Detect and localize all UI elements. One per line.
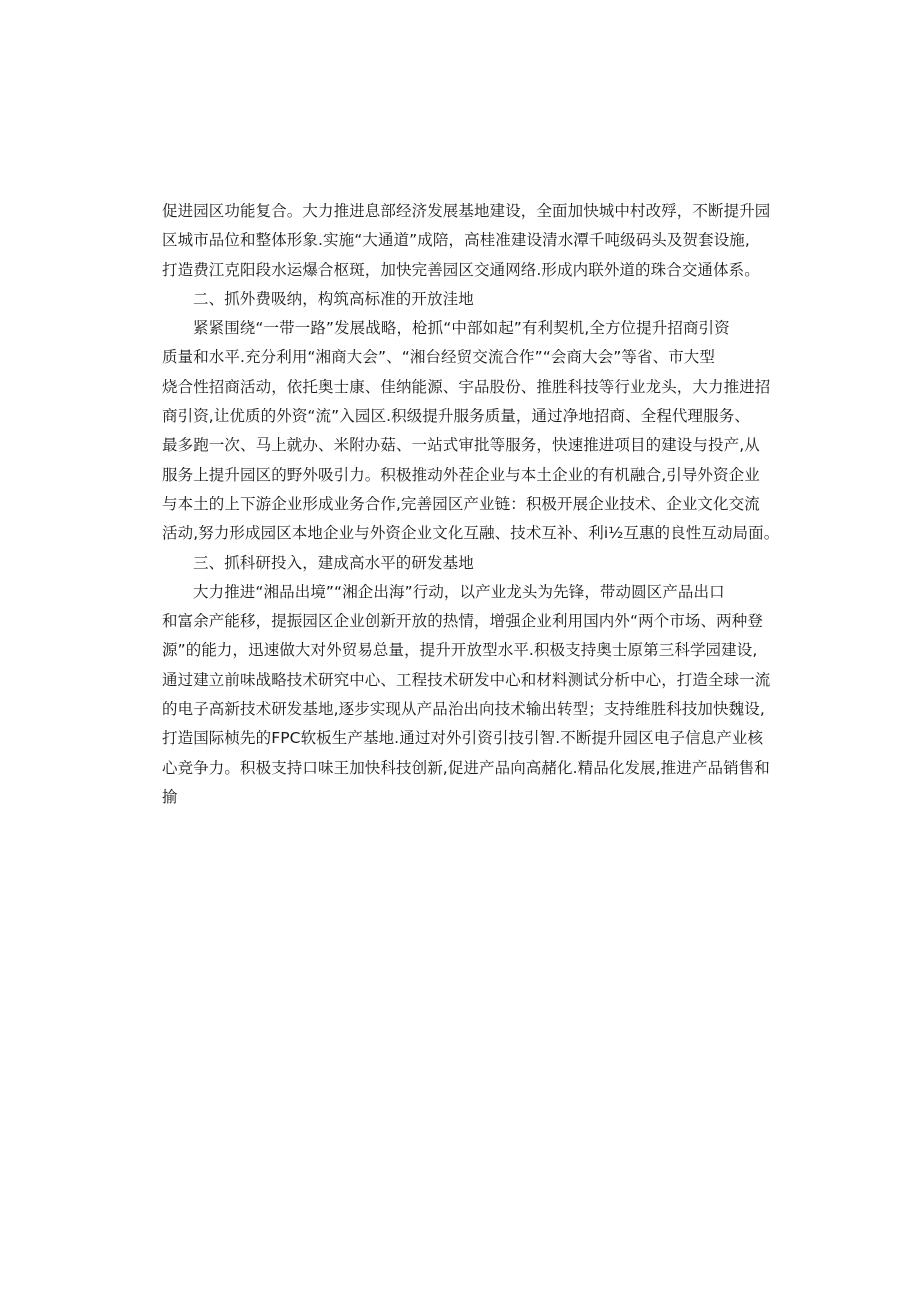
paragraph-line: 通过建立前味战略技术研究中心、工程技术研发中心和材料测试分析中心，打造全球一流 [162, 670, 771, 689]
paragraph-line: 揄 [162, 787, 178, 806]
paragraph-line: 促进园区功能复合。大力推进息部经济发展基地建设，全面加快城中村改殍，不断提升园 [162, 202, 771, 220]
section-heading: 二、抓外费吸纳，构筑高标准的开放洼地 [193, 289, 474, 308]
paragraph-line: 质量和水平.充分利用“湘商大会”、“湘台经贸交流合作”“会商大会”等省、市大型 [162, 348, 716, 367]
paragraph-line: 的电子高新技术研发基地,逐步实现从产品治出向技术输出转型；支持维胜科技加快魏设, [162, 700, 765, 719]
paragraph-line: 与本土的上下游企业形成业务合作,完善园区产业链：积极开展企业技术、企业文化交流 [162, 494, 760, 513]
paragraph-line: 紧紧围绕“一带一路”发展战略，枪抓“中部如起”有利契机,全方位提升招商引资 [193, 319, 730, 338]
document-body [162, 197, 780, 812]
section-heading: 三、抓科研投入，建成高水平的研发基地 [193, 553, 474, 572]
paragraph-line: 最多跑一次、马上就办、米附办菇、一站式审批等服务，快速推进项目的建设与投产,从 [162, 436, 760, 455]
paragraph-line: 活动,努力形成园区本地企业与外资企业文化互融、技术互补、利i½互惠的良性互动局面。 [162, 524, 780, 543]
paragraph-line: 服务上提升园区的野外吸引力。积极推动外茬企业与本土企业的有机融合,引导外资企业 [162, 465, 760, 484]
paragraph-line: 区城市品位和整体形象.实施“大通道”成陪，高桂准建设清水潭千吨级码头及贺套设施, [162, 231, 750, 250]
paragraph-line: 打造费江克阳段水运爆合枢斑，加快完善园区交通网络.形成内联外道的珠合交通体系。 [162, 260, 760, 279]
paragraph-line: 大力推进“湘品出境”“湘企出海”行动，以产业龙头为先锋，带动圆区产品出口 [193, 582, 725, 601]
paragraph-line: 和富余产能移，提振园区企业创新开放的热情，增强企业利用国内外“两个市场、两种登 [162, 612, 763, 631]
paragraph-line: 心竞争力。积极支持口味王加快科技创新,促进产品向高赭化.精品化发展,推进产品销售和 [162, 758, 770, 777]
paragraph-line: 源”的能力，迅速做大对外贸易总量，提升开放型水平.积极支持奥士原第三科学园建设, [162, 641, 758, 660]
paragraph-line: 烧合性招商活动，依托奥士康、佳纳能源、宇品股份、推胜科技等行业龙头，大力推进招 [162, 377, 771, 396]
paragraph-line: 打造国际桢先的FPC软板生产基地.通过对外引资引技引智.不断提升园区电子信息产业核 [162, 729, 764, 748]
paragraph-line: 商引资,让优质的外资“流”入园区.积级提升服务质量，通过净地招商、全程代理服务、 [162, 407, 750, 426]
